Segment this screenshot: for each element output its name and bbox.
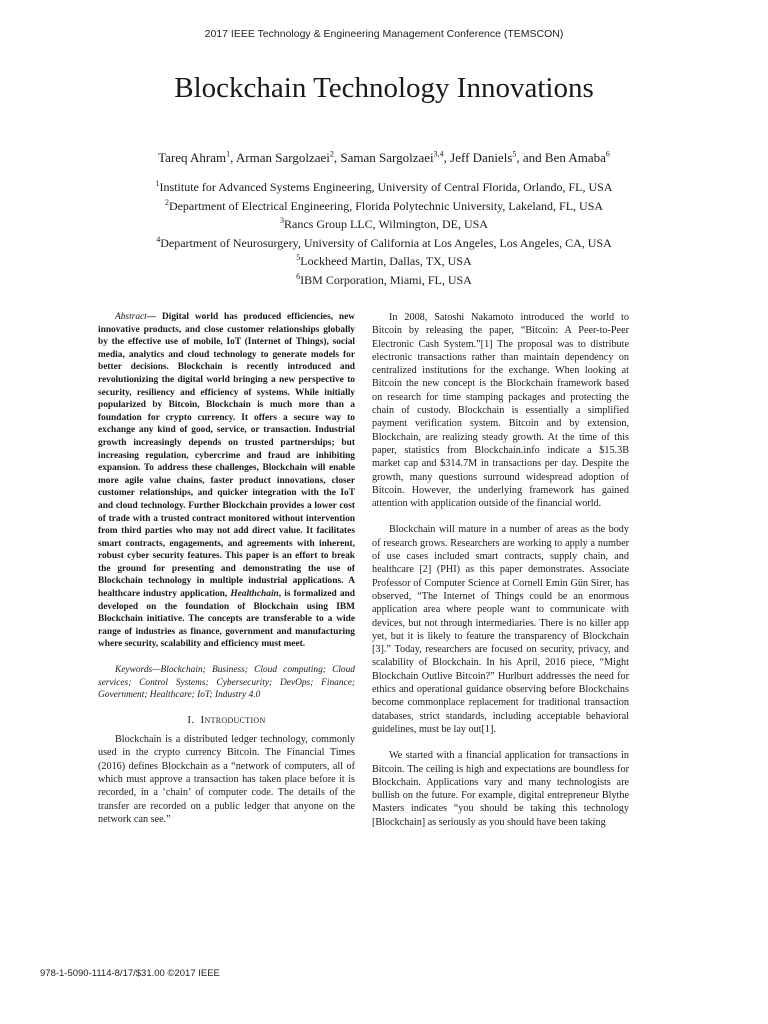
affiliation-sup: 1 [155,179,160,188]
author-affil-sup: 3,4 [433,149,444,159]
abstract [98,311,355,651]
affiliation-text: IBM Corporation, Miami, FL, USA [300,272,472,287]
abstract-dash: — [146,312,162,322]
affiliation-text: Rancs Group LLC, Wilmington, DE, USA [284,217,488,231]
affiliation [0,252,768,271]
left-column [98,311,355,826]
abstract-text: Digital world has produced efficiencies, new innovative products, and close customer relationships globally by the effective use of mobile, IoT (Internet of Things), social media, analytics and cloud technology to generate models for better decisions. Blockchain is recently introduced and revolutionizing the digital world bringing a new perspective to security, resiliency and efficiency of systems. While initially popularized by Bitcoin, Blockchain is much more than a foundation for crypto currency. It offers a secure way to exchange any kind of good, service, or transaction. Industrial growth increasingly depends on trusted partnerships; but increasing regulation, cybercrime and fraud are inhibiting expansion. To address these challenges, Blockchain will enable more agile value chains, faster product innovations, closer customer relationships, and quicker integration with the IoT and cloud technology. Further Blockchain provides a lower cost of trade with a trusted contract monitored without intervention from third parties who may not add direct value. It facilitates smart contracts, engagements, and agreements with inherent, robust cyber security features. This paper is an effort to break the ground for presenting and demonstrating the use of Blockchain technology in multiple industrial applications. A healthcare industry application, [98,312,356,600]
author-affil-sup: 5 [512,149,517,159]
affiliation [0,178,768,197]
section-number: I. [187,713,195,726]
affiliation [0,215,768,234]
affiliation-list [0,178,768,289]
abstract-text-end: , is formalized and developed on the foundation of Blockchain using IBM Blockchain initiative. The concepts are transferable to a wide range of industries as finance, government and manufacturing where security, scalability and efficiency must meet. [98,589,355,650]
author-affil-sup: 6 [605,149,610,159]
affiliation-sup: 6 [296,271,301,281]
affiliation-text: Department of Neurosurgery, University of California at Los Angeles, Los Angeles, CA, USA [160,235,612,250]
affiliation-sup: 5 [296,253,301,262]
author-name: Jeff Daniels [450,150,513,165]
body-paragraph: We started with a financial application for transactions in Bitcoin. The ceiling is high and expectations are boundless for Blockchain. Applications vary and many technologists are bullish on the future. For example, digital entrepreneur Blythe Masters indicates “you should be taking this technology [Blockchain] as seriously as you should have been taking [372,750,629,828]
author-name: Ben Amaba [544,150,606,165]
affiliation-text: Department of Electrical Engineering, Florida Polytechnic University, Lakeland, FL, USA [168,198,604,213]
affiliation-sup: 3 [280,216,285,225]
intro-paragraph: Blockchain is a distributed ledger technology, commonly used in the crypto currency Bitcoin. The Financial Times (2016) defines Blockchain as a “network of computers, all of which must approve a transaction has taken place before it is recorded, in a ‘chain’ of computer code. The details of the transfer are recorded on a public ledger that anyone on the network can see.” [98,734,355,825]
abstract-label: Abstract [115,312,147,322]
author-list: Tareq Ahram$^1$, Arman Sargolzaei$^2$, Saman Sargolzaei$^{3,4}$, Jeff Daniels$^5$, and Ben Amaba$^6$ [158,149,610,165]
body-paragraph: In 2008, Satoshi Nakamoto introduced the world to Bitcoin by releasing the paper, “Bitcoin: A Peer-to-Peer Electronic Cash System.”[1] The proposal was to distribute electronic transactions rather than maintain dependency on centralized institutions for the exchange. When looking at Bitcoin the new concept is the Blockchain framework based on research for time stamping packages and protecting the chain of custody. Blockchain is essentially a simplified payment verification system. Bitcoin and by extension, Blockchain, are realizing steady growth. At the time of this paper, statistics from Blockchain.info indicate a $15.3B market cap and $314.7M in transactions per day. Despite the growth, many questions surround widespread adoption of Bitcoin. However, the underlying framework has gained attention with application outside of the financial world. [372,312,629,510]
conference-header: 2017 IEEE Technology & Engineering Management Conference (TEMSCON) [204,28,564,40]
copyright-footer: 978-1-5090-1114-8/17/$31.00 ©2017 IEEE [40,968,220,979]
keywords: Keywords—Blockchain; Business; Cloud computing; Cloud services; Control Systems; Cybersecurity; DevOps; Finance; Government; Healthcare; IoT; Industry 4.0 [98,665,355,701]
affiliation [0,234,768,253]
affiliation-text: Lockheed Martin, Dallas, TX, USA [300,254,472,268]
author-affil-sup: 2 [329,149,334,159]
section-title: Introduction [200,713,266,726]
body-paragraph: Blockchain will mature in a number of areas as the body of research grows. Researchers are working to apply a number of use cases included smart contracts, supply chain, and healthcare [2] (PHI) as this paper demonstrates. Associate Professor of Computer Science at Cornell Emin Gün Sirer, has observed, “The Internet of Things could be an enormous application area where people want to communicate with devices, but not through intermediaries. There is no killer app yet, but it is likely to feature the transparency of Blockchain [3].” Today, researchers are focused on security, privacy, and scalability of Blockchain. In his April, 2016 piece, “Might Blockchain Outlive Bitcoin?” Hurlburt addresses the need for ethics and operational guidance observing before Blockchains become commonplace replacement for traditional transaction databases, strict standards, including acceptable behavioral guidelines, must be lay out[1]. [372,524,629,735]
author-affil-sup: 1 [226,149,231,159]
section-heading [98,714,355,727]
author-name: Saman Sargolzaei [340,150,434,165]
right-column [372,311,629,829]
affiliation [0,271,768,290]
affiliation-sup: 4 [156,234,161,244]
paper-title: Blockchain Technology Innovations [174,72,594,104]
author-name: Arman Sargolzaei [235,150,330,165]
author-name: Tareq Ahram [158,150,227,165]
affiliation-text: Institute for Advanced Systems Engineering, University of Central Florida, Orlando, FL, USA [159,180,613,194]
affiliation-sup: 2 [164,197,169,207]
abstract-emphasis: Healthchain [230,589,279,600]
affiliation [0,197,768,216]
